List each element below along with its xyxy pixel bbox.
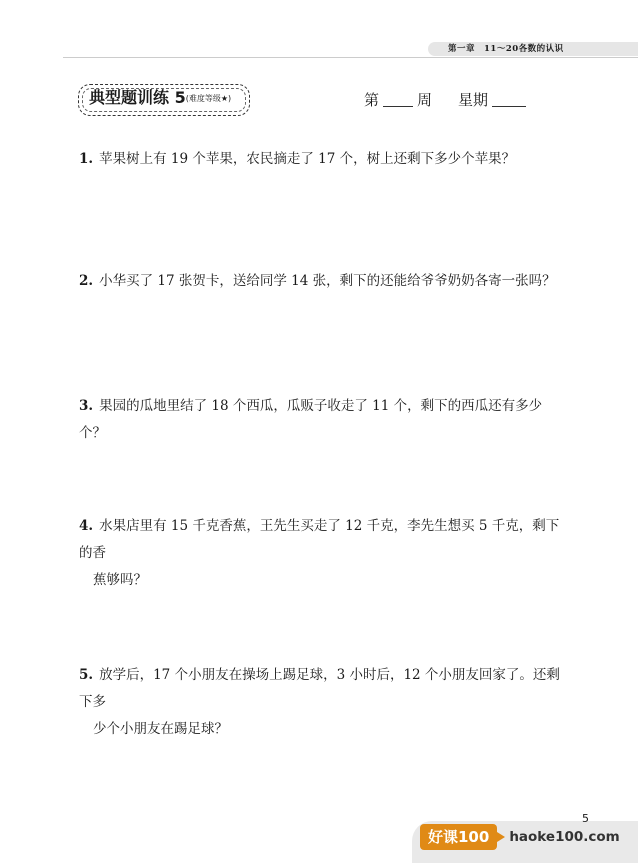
- question-5: [79, 662, 563, 743]
- title-box: [78, 84, 250, 116]
- question-3: [79, 393, 563, 447]
- question-text-cont: 少个小朋友在踢足球？: [93, 721, 228, 737]
- week-suffix: 周: [417, 91, 433, 109]
- section-title-main: 典型题训练 5: [89, 88, 186, 107]
- watermark-url: haoke100.com: [509, 829, 620, 845]
- question-2: [79, 268, 563, 295]
- difficulty-label: (难度等级★): [185, 94, 232, 103]
- question-text: 果园的瓜地里结了 18 个西瓜，瓜贩子收走了 11 个，剩下的西瓜还有多少个？: [79, 398, 543, 441]
- question-number: 2.: [79, 273, 94, 289]
- question-1: [79, 146, 563, 173]
- question-text: 放学后，17 个小朋友在操场上踢足球，3 小时后，12 个小朋友回家了。还剩下多: [79, 667, 560, 710]
- question-line: [79, 662, 563, 716]
- section-title: [89, 85, 231, 111]
- question-text: 苹果树上有 19 个苹果，农民摘走了 17 个，树上还剩下多少个苹果？: [99, 151, 516, 167]
- question-text: 小华买了 17 张贺卡，送给同学 14 张，剩下的还能给爷爷奶奶各寄一张吗？: [99, 273, 556, 289]
- page-number: 5: [582, 812, 589, 825]
- watermark-logo: 好课100: [420, 824, 497, 850]
- week-prefix: 第: [364, 91, 380, 109]
- watermark: [420, 824, 620, 850]
- question-number: 1.: [79, 151, 94, 167]
- question-text: 水果店里有 15 千克香蕉，王先生买走了 12 千克，李先生想买 5 千克，剩下的香: [79, 518, 560, 561]
- question-line: [79, 567, 563, 594]
- question-line: [79, 513, 563, 567]
- question-number: 4.: [79, 518, 94, 534]
- week-blank[interactable]: [383, 92, 413, 107]
- question-4: [79, 513, 563, 594]
- question-line: [79, 716, 563, 743]
- chapter-header: 第一章 11～20各数的认识: [448, 44, 564, 54]
- header-divider: [63, 57, 638, 58]
- question-number: 3.: [79, 398, 94, 414]
- question-text-cont: 蕉够吗？: [93, 572, 147, 588]
- weekday-label: 星期: [458, 91, 489, 109]
- week-day-fill: [364, 89, 526, 111]
- question-number: 5.: [79, 667, 94, 683]
- weekday-blank[interactable]: [492, 92, 526, 107]
